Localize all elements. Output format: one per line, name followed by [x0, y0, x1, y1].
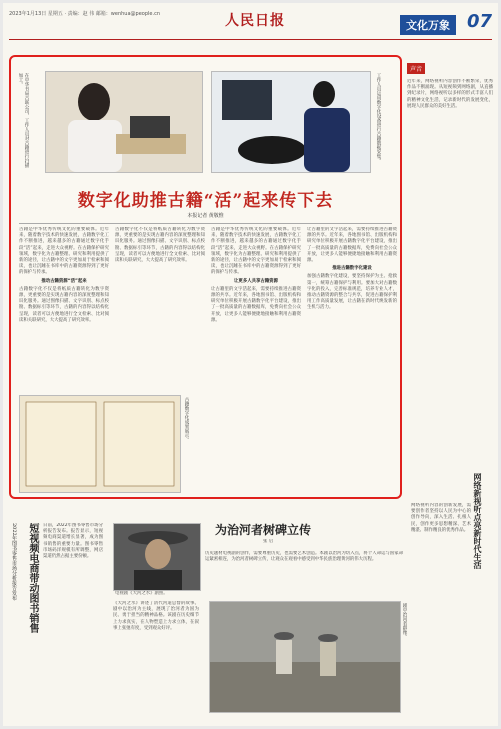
lower-body-far: 网络视听内容的创新发展，需要创作者坚持以人民为中心的创作导向，深入生活、扎根人民，创作更多思想精深、艺术精湛、制作精良的优秀作品。 [411, 503, 471, 533]
masthead [9, 9, 492, 40]
lower-photo-art [210, 602, 400, 712]
body-column-2 [115, 227, 205, 387]
lower-byline: 张 启 [262, 539, 274, 544]
body-text-4a: 让古籍里的文字活起来，需要持续推进古籍资源的共享。近年来，各地图书馆、出版机构和研究单位积极开展古籍数字化平台建设，推出了一批高质量的古籍数据库，免费向社会公众开放，让更多人能够便捷地接触和利用古籍资源。 [307, 227, 397, 264]
photo-left-art [46, 72, 202, 172]
lower-body-right: 历史题材电视剧的创作，需要尊重历史，也需要艺术创造。本剧以治河为切入点，将个人命运与国家命运紧密相连，为治河者树碑立传，让观众在观看中感受到中华民族治理黄河的伟大历程。 [205, 551, 403, 563]
lower-photo-caption: 剧中治河者群像。 [402, 603, 407, 639]
page-number: 07 [466, 11, 492, 32]
body-text-1: 古籍是中华优秀传统文化的重要载体。近年来，随着数字技术的快速发展，古籍数字化工作不断推进，越来越多的古籍通过数字化手段“活”起来，走进大众视野。在古籍保护研究领域，数字化为古籍整理、研究和利用提供了新的途径，让古籍中的文字更加易于检索和阅读，也让沉睡在书库中的古籍资源得到了更好的保护与传承。 [19, 227, 109, 276]
divider [19, 223, 392, 224]
sidebar-tag: 声音 [407, 63, 425, 74]
feature-byline: 本报记者 黄敬惟 [187, 213, 224, 219]
photo-lower-caption: 古籍数字化成果展示。 [184, 397, 189, 442]
body-column-4 [307, 227, 397, 487]
body-text-3: 让古籍里的文字活起来，需要持续推进古籍资源的共享。近年来，各地图书馆、出版机构和研究单位积极开展古籍数字化平台建设，推出了一批高质量的古籍数据库，免费向社会公众开放，让更多人能够便捷地接触和利用古籍资源。 [211, 286, 301, 323]
lower-left-title: 短视频电商带动图书销售 [27, 523, 38, 633]
portrait-caption: 电视剧《大河之水》剧照。 [115, 591, 168, 596]
photo-left [45, 71, 203, 173]
sidebar-body: 近年来，网络视听内容创作不断繁荣，优秀作品不断涌现。从短视频到网络剧，从直播到纪录片，网络视听以多样的形式丰富人们的精神文化生活，记录新时代的发展变化，展现人民群众的美好生活。 [407, 79, 493, 109]
feature-headline: 数字化助推古籍“活”起来传下去 [77, 191, 334, 211]
lower-body-mid: 《大河之水》讲述了清代河道总督的故事。剧中以治河为主线，展现了治河者为国为民、勇于担当的精神品格。该剧在历史细节上力求真实，在人物塑造上力求立体，在叙事上张弛有度，受到观众好评。 [113, 601, 199, 631]
sidebar-vertical-title: 网络新视听点亮新时代生活 [473, 473, 483, 569]
lower-left-body: 日前，2022年图书零售市场分析报告发布。报告显示，短视频电商渠道增长显著，成为图书销售的重要力量。图书零售市场码洋规模有所调整，网店渠道仍然占据主要份额。 [43, 523, 103, 560]
newspaper-logo: 人民日报 [225, 13, 285, 29]
subhead-2: 让更多人共享古籍资源 [234, 278, 278, 284]
body-text-3a: 古籍是中华优秀传统文化的重要载体。近年来，随着数字技术的快速发展，古籍数字化工作不断推进，越来越多的古籍通过数字化手段“活”起来，走进大众视野。在古籍保护研究领域，数字化为古籍整理、研究和利用提供了新的途径，让古籍中的文字更加易于检索和阅读，也让沉睡在书库中的古籍资源得到了更好的保护与传承。 [211, 227, 301, 276]
body-text-2b: 古籍数字化不仅是将纸质古籍转化为数字资源，更重要的是实现古籍内容的深度整理和知识化服务。通过图像扫描、文字识别、标点校勘、数据标引等环节，古籍的内容得以结构化呈现，读者可以方便地进行全文检索、比对阅读和关联研究，大大提高了研究效率。 [115, 227, 205, 264]
body-column-3 [211, 227, 301, 487]
body-text-2: 古籍数字化不仅是将纸质古籍转化为数字资源，更重要的是实现古籍内容的深度整理和知识化服务。通过图像扫描、文字识别、标点校勘、数据标引等环节，古籍的内容得以结构化呈现，读者可以方便地进行全文检索、比对阅读和关联研究，大大提高了研究效率。 [19, 286, 109, 323]
feature-article[interactable] [9, 55, 402, 499]
subhead-3: 推进古籍数字化建设 [332, 266, 372, 272]
manuscript-scan [20, 396, 180, 492]
body-text-4: 加强古籍数字化建设，要坚持保护为主、抢救第一，统筹古籍保护与利用。要加大对古籍数字化的投入，完善标准规范，培养专业人才，推动古籍资源的整合与共享，促进古籍保护利用工作高质量发展，让古籍在新时代焕发新的生机与活力。 [307, 274, 397, 311]
lower-photo [209, 601, 401, 713]
photo-right [211, 71, 371, 173]
issue-meta: 2023年1月13日 星期五 · 责编：赵 伟 邮箱：wenhua@people.cn [9, 11, 160, 17]
portrait-art [114, 524, 200, 590]
photo-left-caption: 在中华书局古联公司，工作人员对古籍进行扫描加工。 [18, 73, 29, 168]
body-column-1 [19, 227, 109, 387]
lower-left-subtitle: 2022年图书零售市场分析报告发布 [11, 523, 17, 601]
photo-right-caption: 工作人员运用数字化设备进行古籍数据采集。 [376, 73, 381, 163]
photo-lower [19, 395, 181, 493]
newspaper-page [3, 3, 498, 726]
lower-headline: 为治河者树碑立传 [214, 523, 311, 537]
section-badge: 文化万象 [400, 15, 456, 35]
subhead-1: 推动古籍资源“活”起来 [41, 278, 87, 284]
photo-right-art [212, 72, 370, 172]
portrait-photo [113, 523, 201, 591]
